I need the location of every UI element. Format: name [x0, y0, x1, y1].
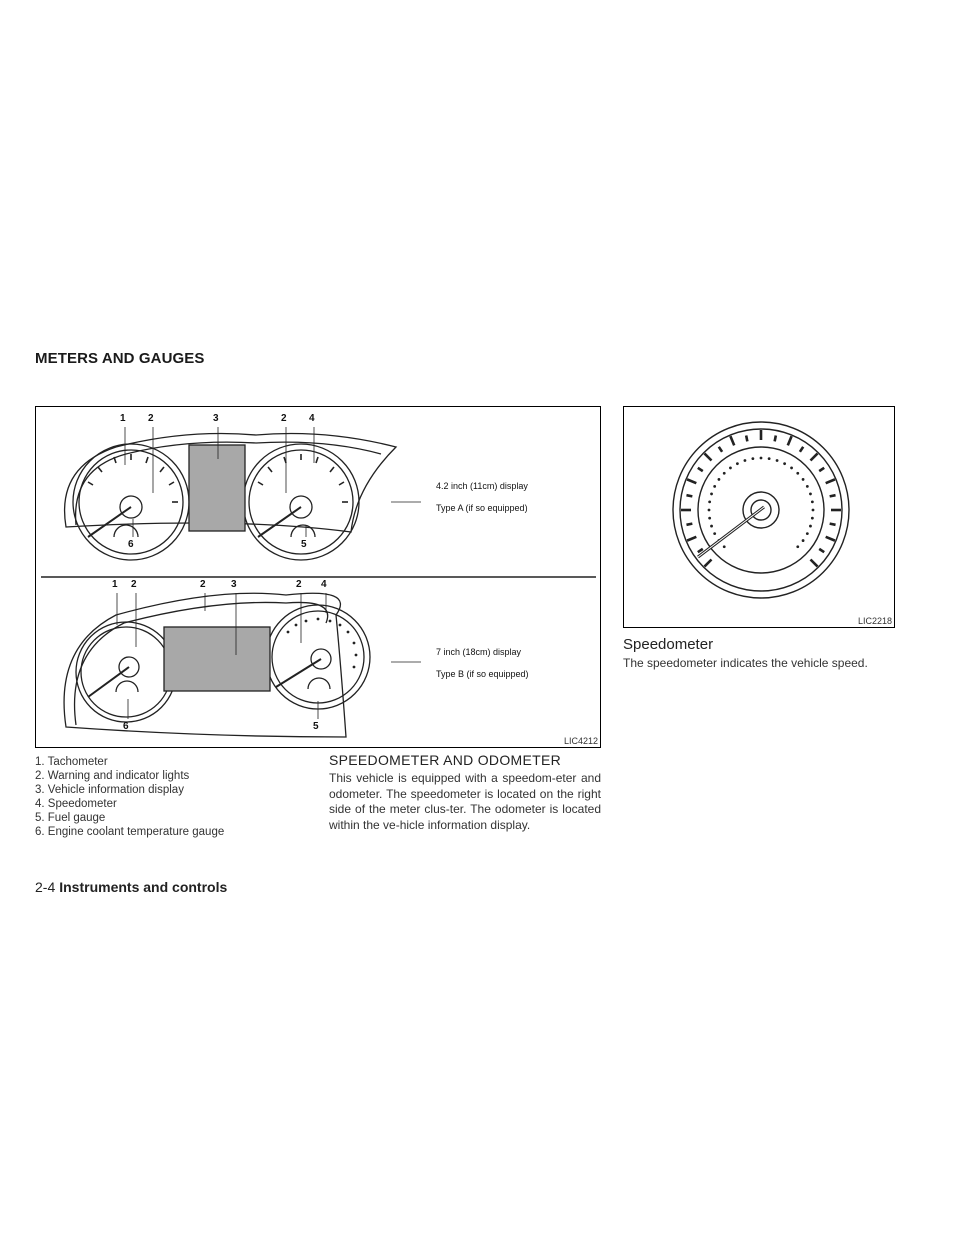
speedo-tick [826, 479, 835, 483]
speedo-dot [783, 462, 786, 465]
legend-item-speedometer: 4. Speedometer [35, 798, 117, 810]
speedo-dot [796, 472, 799, 475]
page-number: 2-4 [35, 879, 56, 895]
speedometer-figure [623, 406, 895, 628]
callout-5b: 5 [313, 721, 319, 732]
speedo-tick [686, 524, 692, 525]
speedo-dot [708, 500, 711, 503]
speedo-tick [698, 549, 703, 552]
speedo-dot [708, 509, 711, 512]
meter-cluster-illustration [36, 407, 602, 749]
speedo-tick [810, 559, 817, 566]
figure-code-speedo: LIC2218 [857, 616, 892, 626]
speedo-dot [744, 459, 747, 462]
callout-4b: 4 [321, 579, 327, 590]
speedo-dot [713, 485, 716, 488]
speedo-dot [776, 459, 779, 462]
speedo-dot [718, 478, 721, 481]
speedo-dot [790, 467, 793, 470]
speedometer-odometer-body: This vehicle is equipped with a speedom-eter and odometer. The speedometer is located on the right side of the meter clus-ter. The odometer is located within the ve-hicle information display. [329, 771, 601, 832]
speedo-dot [729, 467, 732, 470]
page-footer [35, 879, 227, 895]
speedo-tick [698, 468, 703, 471]
figure-legend [35, 755, 315, 839]
callout-3b: 3 [231, 579, 237, 590]
legend-item-tachometer: 1. Tachometer [35, 756, 108, 768]
speedo-tick [704, 559, 711, 566]
speedometer-illustration [624, 407, 896, 629]
callout-3a: 3 [213, 413, 219, 424]
callout-2b-mid: 2 [200, 579, 206, 590]
speedo-tick [687, 537, 696, 541]
speedo-tick [830, 495, 836, 496]
callout-1b: 1 [112, 579, 118, 590]
speedo-dot [812, 509, 815, 512]
speedo-tick [719, 447, 722, 452]
type-b-name-label: Type B (if so equipped) [436, 669, 529, 679]
callout-2a-right: 2 [281, 413, 287, 424]
speedo-tick [819, 468, 824, 471]
speedo-tick [704, 453, 711, 460]
speedo-dot [796, 545, 799, 548]
speedo-dot [768, 457, 771, 460]
speedo-tick [819, 549, 824, 552]
figure-code-main: LIC4212 [563, 736, 598, 746]
speedo-dot [802, 478, 805, 481]
speedo-tick [746, 435, 747, 441]
speedo-tick [686, 495, 692, 496]
callout-4a: 4 [309, 413, 315, 424]
legend-item-warning-lights: 2. Warning and indicator lights [35, 770, 190, 782]
callout-2b: 2 [131, 579, 137, 590]
speedo-dot [713, 532, 716, 535]
speedo-dot [708, 517, 711, 520]
speedo-dot [802, 539, 805, 542]
speedo-tick [775, 435, 776, 441]
speedo-tick [826, 537, 835, 541]
speedo-tick [730, 436, 734, 445]
speedo-dot [751, 457, 754, 460]
callout-5a: 5 [301, 539, 307, 550]
speedometer-heading: Speedometer [623, 636, 714, 653]
speedo-tick [810, 453, 817, 460]
type-a-size-label: 4.2 inch (11cm) display [436, 481, 528, 491]
chapter-title: Instruments and controls [59, 879, 228, 895]
callout-6b: 6 [123, 721, 129, 732]
callout-1a: 1 [120, 413, 126, 424]
callout-2a: 2 [148, 413, 154, 424]
speedometer-odometer-heading: SPEEDOMETER AND ODOMETER [329, 752, 562, 768]
legend-item-info-display: 3. Vehicle information display [35, 784, 184, 796]
speedo-dot [736, 462, 739, 465]
speedo-dot [710, 493, 713, 496]
speedo-dot [806, 532, 809, 535]
speedo-tick [800, 447, 803, 452]
speedo-dot [760, 457, 763, 460]
speedo-dot [809, 525, 812, 528]
speedo-dot [806, 485, 809, 488]
type-a-name-label: Type A (if so equipped) [436, 503, 528, 513]
speedo-tick [830, 524, 836, 525]
speedo-dot [723, 545, 726, 548]
callout-2b-right: 2 [296, 579, 302, 590]
meter-cluster-figure [35, 406, 601, 748]
legend-item-coolant-gauge: 6. Engine coolant temperature gauge [35, 826, 225, 838]
speedo-dot [809, 493, 812, 496]
type-b-size-label: 7 inch (18cm) display [436, 647, 522, 657]
speedo-tick [788, 436, 792, 445]
callout-6a: 6 [128, 539, 134, 550]
speedo-dot [811, 517, 814, 520]
speedo-dot [710, 525, 713, 528]
speedometer-body: The speedometer indicates the vehicle speed. [623, 656, 868, 670]
speedo-dot [811, 500, 814, 503]
speedo-tick [687, 479, 696, 483]
speedo-dot [723, 472, 726, 475]
legend-item-fuel-gauge: 5. Fuel gauge [35, 812, 106, 824]
section-title: METERS AND GAUGES [35, 350, 205, 367]
